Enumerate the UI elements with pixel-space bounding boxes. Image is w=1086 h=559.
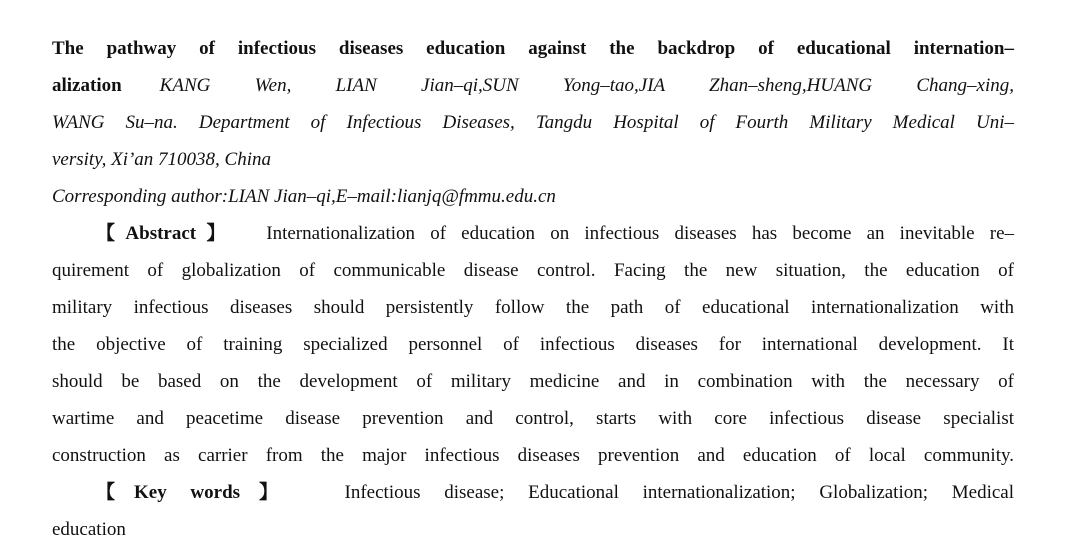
- abstract-line-5: should be based on the development of military medicine and in combination with the necessary of: [52, 371, 1014, 392]
- abstract-line-6: wartime and peacetime disease prevention and control, starts with core infectious disease specialist: [52, 408, 1014, 429]
- corresponding-author: Corresponding author:LIAN Jian–qi,E–mail:lianjq@fmmu.edu.cn: [52, 186, 556, 207]
- abstract-label: 【Abstract】: [96, 223, 236, 244]
- abstract-line-7: construction as carrier from the major infectious diseases prevention and education of local community.: [52, 445, 1014, 466]
- title-line-1: The pathway of infectious diseases education against the backdrop of educational internation–: [52, 38, 1014, 59]
- title-authors-line: [52, 67, 1014, 104]
- abstract-text-1: Internationalization of education on infectious diseases has become an inevitable re–: [266, 223, 1015, 244]
- abstract-line-3: military infectious diseases should persistently follow the path of educational internationalization with: [52, 297, 1014, 318]
- authors-line-1: KANG Wen, LIAN Jian–qi,SUN Yong–tao,JIA Zhan–sheng,HUANG Chang–xing,: [159, 75, 1014, 96]
- keywords-line-1: [52, 474, 1014, 511]
- abstract-line-4: the objective of training specialized personnel of infectious diseases for international development. It: [52, 334, 1014, 355]
- keywords-text-1: Infectious disease; Educational internationalization; Globalization; Medical: [344, 482, 1015, 503]
- authors-line-3: versity, Xi’an 710038, China: [52, 149, 272, 170]
- title-line-2: alization: [52, 75, 122, 96]
- paper-abstract-block: [52, 30, 1014, 548]
- abstract-line-1: [52, 215, 1014, 252]
- keywords-label: 【Key words】: [96, 482, 298, 503]
- keywords-line-2: education: [52, 519, 126, 540]
- authors-line-2: WANG Su–na. Department of Infectious Diseases, Tangdu Hospital of Fourth Military Medical Uni–: [52, 112, 1014, 133]
- abstract-line-2: quirement of globalization of communicable disease control. Facing the new situation, the education of: [52, 260, 1014, 281]
